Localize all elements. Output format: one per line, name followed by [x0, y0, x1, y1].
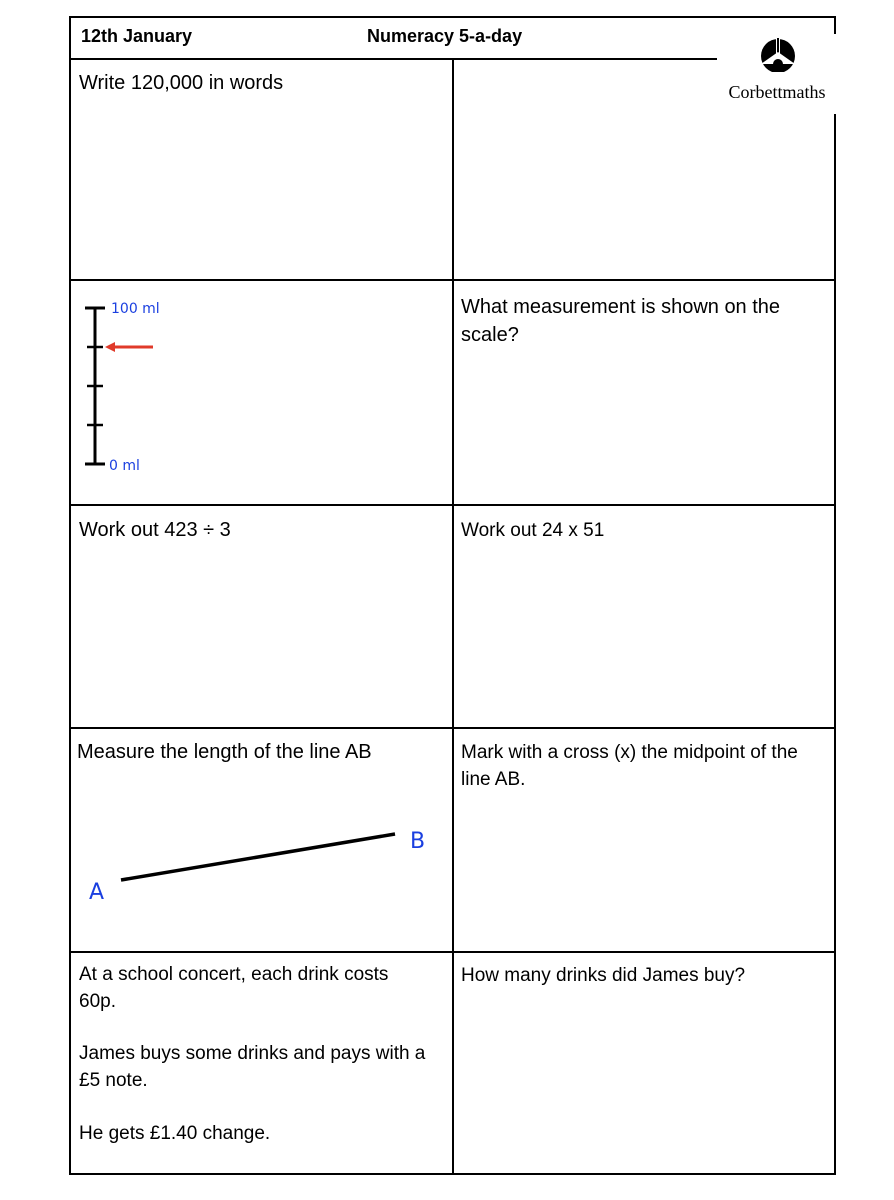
question-4: Work out 24 x 51: [461, 520, 605, 541]
measuring-scale: [77, 296, 217, 476]
border-top: [69, 16, 836, 18]
corbettmaths-emblem-icon: [717, 34, 837, 80]
question-3: Work out 423 ÷ 3: [79, 519, 231, 541]
scale-top-label: 100 ml: [111, 301, 160, 317]
question-2: What measurement is shown on the scale?: [461, 296, 781, 346]
point-b-label: B: [410, 829, 426, 854]
question-7-part-1: At a school concert, each drink costs 60p.: [79, 964, 389, 1012]
question-5: Measure the length of the line AB: [77, 741, 372, 763]
date-label: 12th January: [81, 26, 193, 46]
question-7-part-3: He gets £1.40 change.: [79, 1123, 271, 1144]
question-7-part-2: James buys some drinks and pays with a £5 note.: [79, 1043, 426, 1091]
question-6: Mark with a cross (x) the midpoint of the line AB.: [461, 742, 798, 790]
scale-bottom-label: 0 ml: [109, 458, 140, 474]
scale-arrow-head: [105, 342, 115, 352]
column-divider: [452, 58, 454, 1175]
worksheet-title: Numeracy 5-a-day: [367, 26, 523, 46]
border-left: [69, 16, 71, 1175]
line-ab-diagram: [77, 801, 447, 921]
question-1: Write 120,000 in words: [79, 72, 284, 94]
logo-text: Corbettmaths: [728, 82, 826, 102]
line-ab: [121, 834, 395, 880]
worksheet: [69, 16, 836, 1174]
question-8: How many drinks did James buy?: [461, 965, 746, 986]
point-a-label: A: [89, 880, 105, 905]
logo: [717, 34, 837, 114]
border-right: [834, 16, 836, 1175]
